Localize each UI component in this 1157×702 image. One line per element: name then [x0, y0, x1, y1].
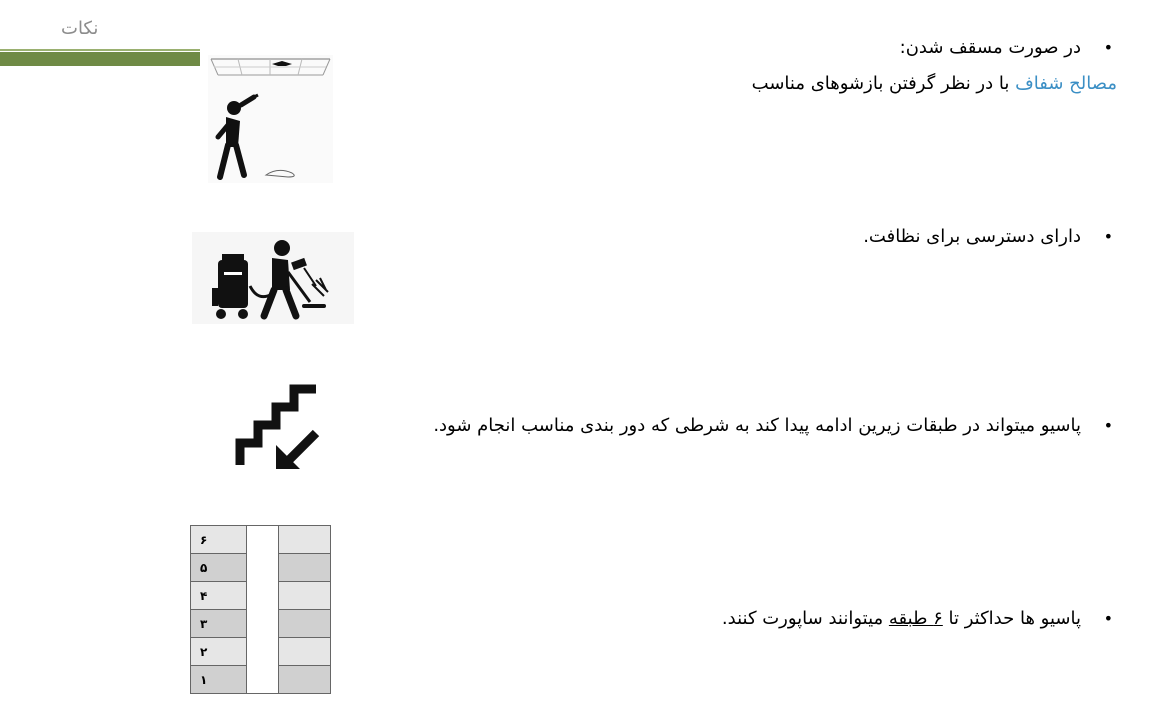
- floor-cell: [278, 582, 330, 610]
- floor-cell: [278, 610, 330, 638]
- floor-row: [191, 526, 331, 554]
- bullet-text-underlined: ۶ طبقه: [888, 608, 943, 629]
- floor-cell: [278, 666, 330, 694]
- floor-cell: [278, 554, 330, 582]
- bullet-item-1: [900, 33, 1113, 63]
- bullet-dot: •: [1103, 38, 1113, 57]
- bullet-text: پاسیو میتواند در طبقات زیرین ادامه پیدا کند به شرطی که دور بندی مناسب انجام شود.: [433, 415, 1081, 436]
- bullet-text-after: میتوانند ساپورت کنند.: [721, 608, 889, 629]
- skylight-cleaning-icon: [208, 55, 333, 183]
- floor-number: ۱: [191, 666, 247, 694]
- section-label: نکات: [61, 18, 99, 39]
- bullet-text: دارای دسترسی برای نظافت.: [863, 226, 1081, 247]
- bullet-text-before: پاسیو ها حداکثر تا: [942, 608, 1081, 629]
- floor-cell: [278, 638, 330, 666]
- floor-number: ۵: [191, 554, 247, 582]
- cleaning-worker-icon: [192, 232, 354, 324]
- highlighted-text: مصالح شفاف: [1015, 73, 1117, 94]
- floor-number: ۴: [191, 582, 247, 610]
- subline-text: با در نظر گرفتن بازشوهای مناسب: [751, 73, 1016, 94]
- floor-number: ۳: [191, 610, 247, 638]
- bullet-text: در صورت مسقف شدن:: [899, 37, 1081, 58]
- floor-stack-diagram: [190, 525, 331, 694]
- accent-bar: [0, 52, 200, 66]
- bullet-item-3: [433, 411, 1113, 441]
- floor-number: ۶: [191, 526, 247, 554]
- bullet-item-4: [722, 604, 1113, 634]
- bullet-dot: •: [1103, 227, 1113, 246]
- bullet-subline: [752, 70, 1117, 98]
- bullet-dot: •: [1103, 609, 1113, 628]
- stairs-down-icon: [232, 383, 324, 471]
- patio-shaft: [247, 526, 278, 694]
- bullet-item-2: [863, 222, 1113, 252]
- floor-number: ۲: [191, 638, 247, 666]
- floor-cell: [278, 526, 330, 554]
- bullet-dot: •: [1103, 416, 1113, 435]
